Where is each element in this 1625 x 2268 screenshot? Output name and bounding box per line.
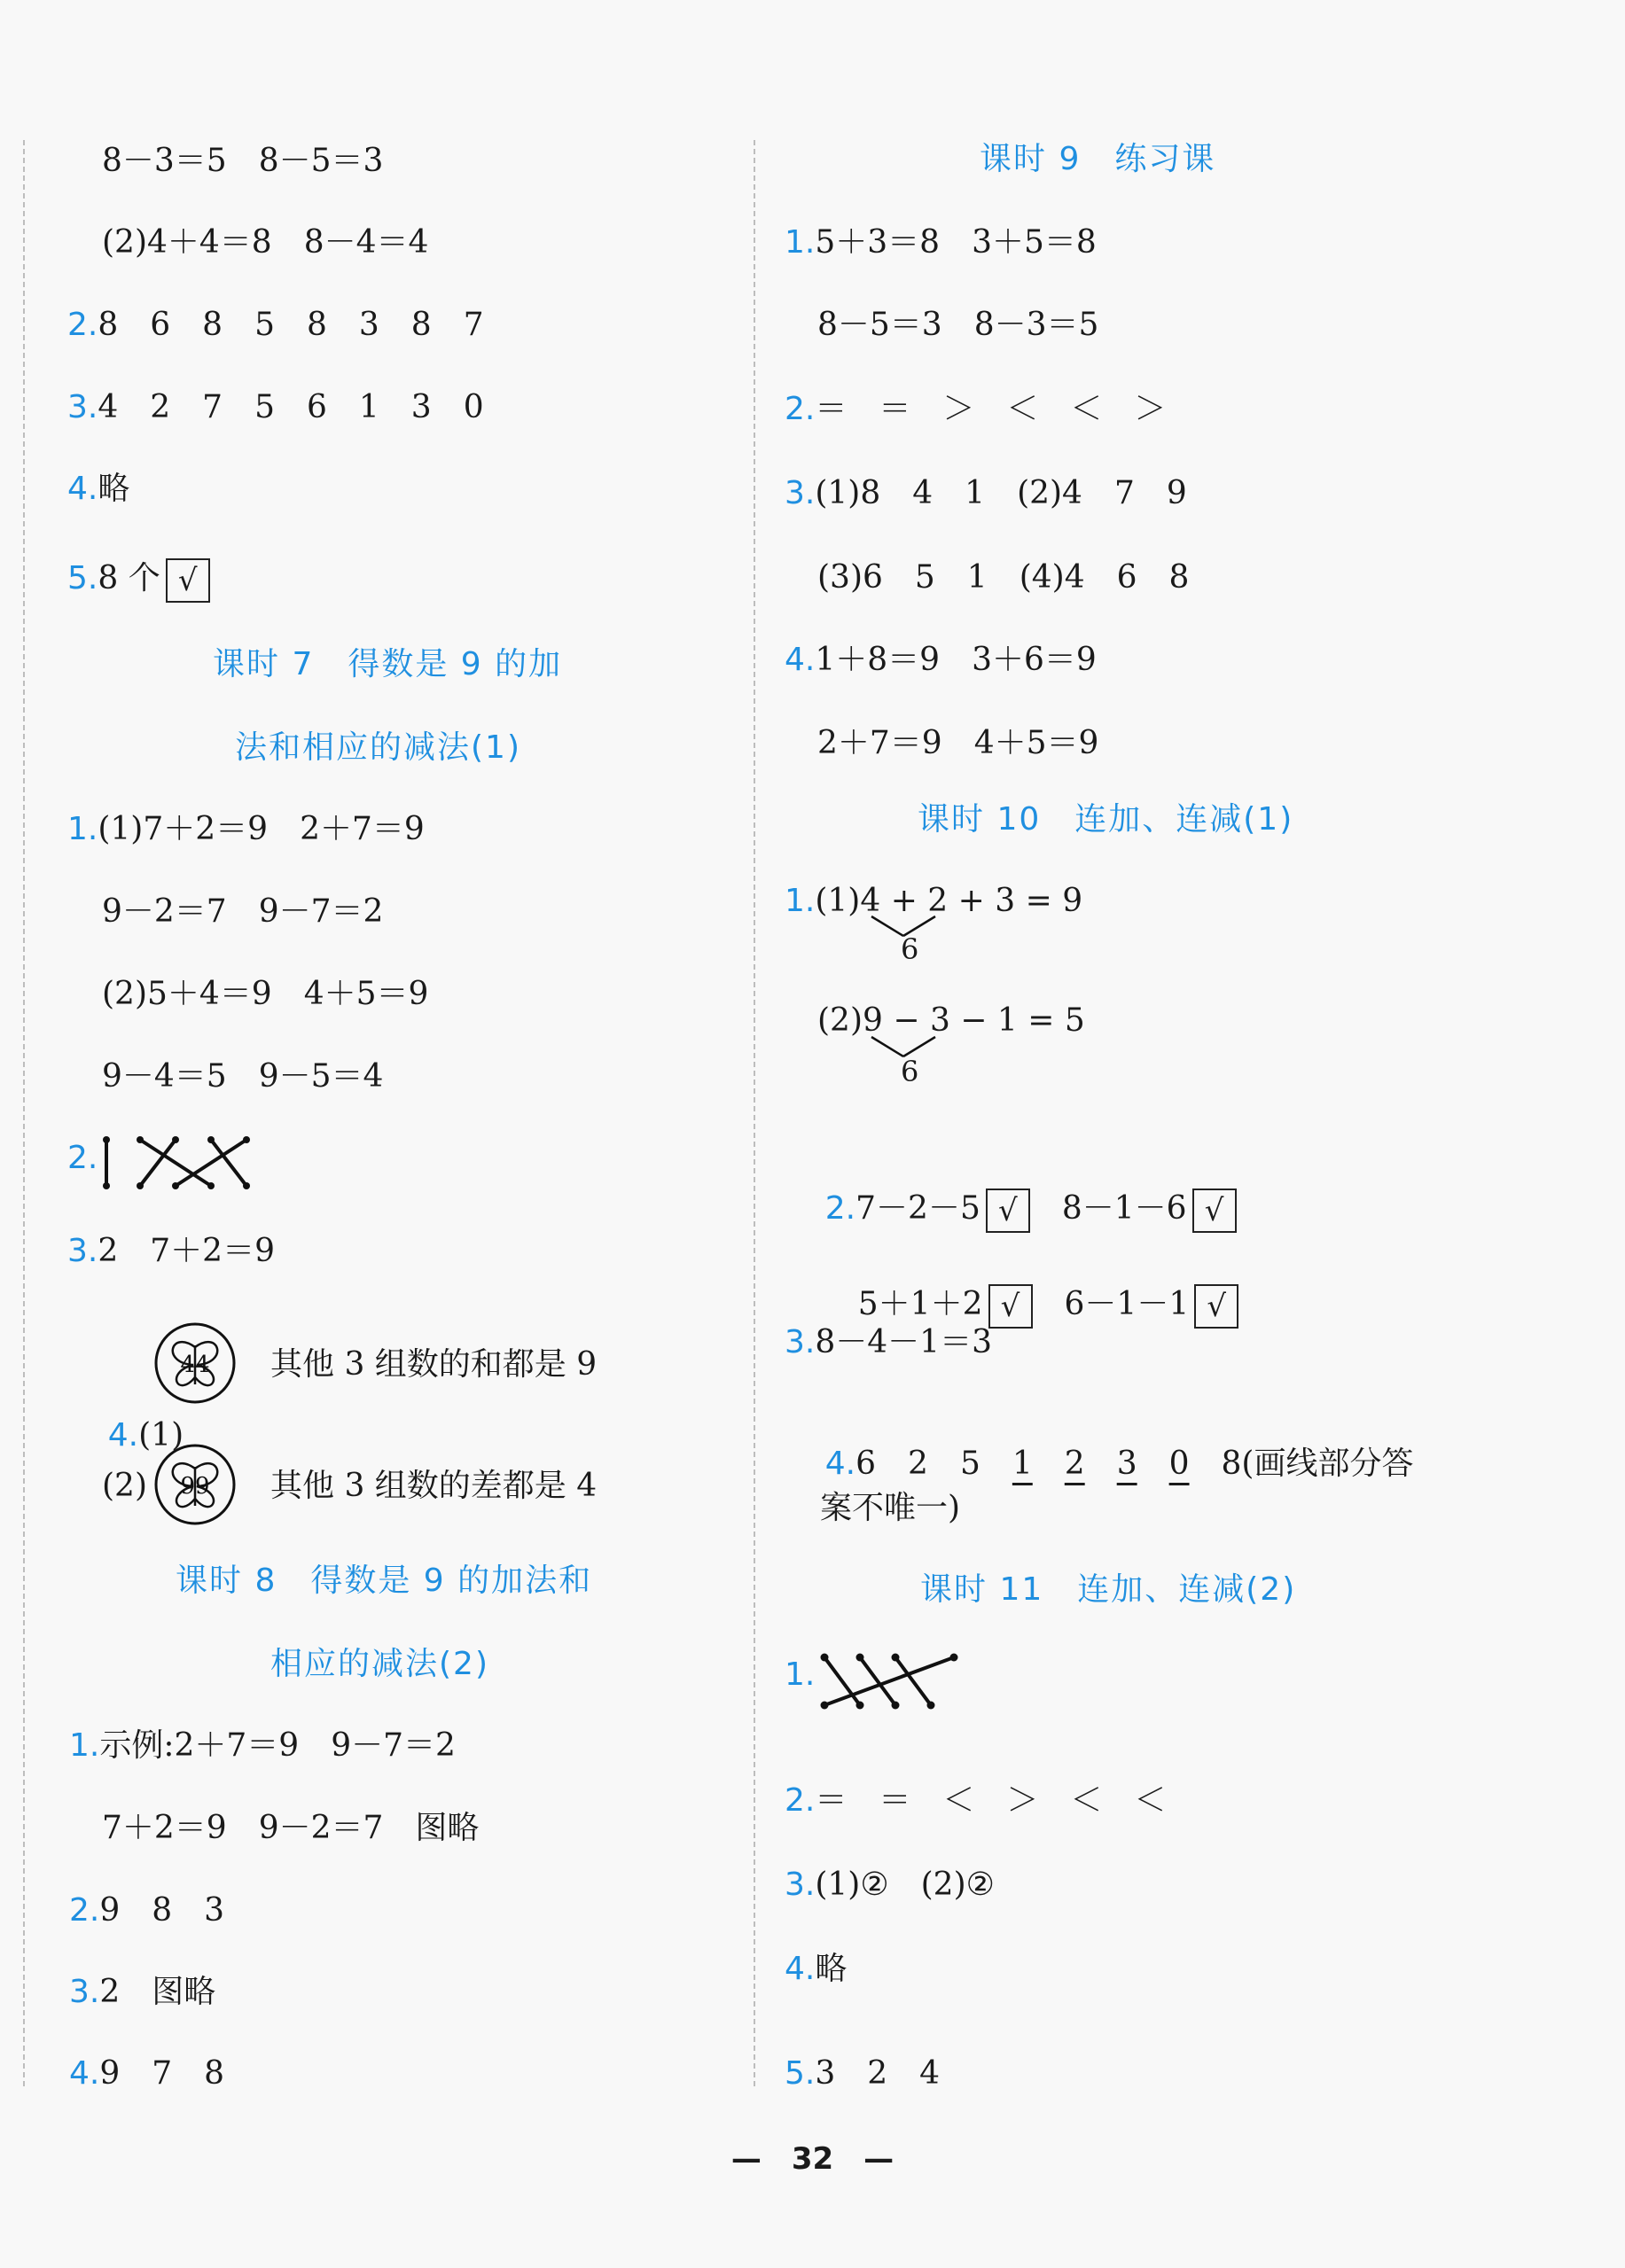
lesson11-q3: 3.(1)② (2)② [785,1867,995,1903]
lesson10-q1b: (2)9 − 3 − 1 = 5 [817,1002,1085,1039]
lesson11-q1: 1. [785,1656,816,1693]
page-number: — 32 — [730,2141,895,2177]
lesson10-q3: 3.8－4－1＝3 [785,1324,992,1360]
lesson9-q2: 2.＝ ＝ ＞ ＜ ＜ ＞ [785,391,1167,427]
lesson10-q2a: 2.7－2－5 √ 8－1－6 √ [785,1134,1237,1184]
lesson-7-heading: 课时 7 得数是 9 的加 [213,646,563,682]
answer-line: 9－2＝7 9－7＝2 [102,893,384,930]
question-2: 2.8 6 8 5 8 3 8 7 [67,307,484,343]
lesson9-q4: 4.1＋8＝9 3＋6＝9 [785,642,1097,678]
lesson-7-heading-cont: 法和相应的减法(1) [235,729,521,766]
lesson10-q1a: 1.(1)4 + 2 + 3 = 9 [785,883,1083,919]
lesson-11-heading: 课时 11 连加、连减(2) [920,1571,1297,1608]
butterfly-figure [152,1321,238,1406]
answer-line: 8－3＝5 8－5＝3 [102,143,384,179]
matching-lines-figure [814,1650,965,1712]
lesson11-q2: 2.＝ ＝ ＜ ＞ ＜ ＜ [785,1782,1167,1819]
check-box: √ [988,1284,1033,1329]
lesson7-q4a-text: 其他 3 组数的和都是 9 [270,1346,598,1383]
check-box: √ [166,558,210,603]
lesson10-q2b: 5＋1＋2 √ 6－1－1 √ [817,1230,1238,1280]
intermediate-result: 6 [901,1055,919,1088]
lesson7-q1: 1.(1)7＋2＝9 2＋7＝9 [67,811,425,847]
lesson8-q4: 4.9 7 8 [69,2055,225,2092]
check-box: √ [986,1189,1030,1233]
answer-line: (2)5＋4＝9 4＋5＝9 [102,976,429,1012]
matching-lines-figure [98,1134,257,1191]
lesson-10-heading: 课时 10 连加、连减(1) [918,801,1294,838]
answer-line: 7＋2＝9 9－2＝7 图略 [102,1810,480,1846]
lesson7-q2: 2. [67,1140,98,1176]
answer-line: 案不唯一) [820,1490,961,1526]
lesson-8-heading: 课时 8 得数是 9 的加法和 [176,1563,593,1599]
question-5: 5.8 个 √ [67,558,210,597]
lesson10-q4: 4.6 2 5 1 2 3 0 8(画线部分答 [824,1446,1414,1482]
lesson11-q4: 4.略 [785,1951,848,1987]
lesson8-q1: 1.示例:2＋7＝9 9－7＝2 [69,1727,456,1764]
check-box: √ [1194,1284,1238,1329]
lesson9-q1: 1.5＋3＝8 3＋5＝8 [785,224,1097,261]
butterfly-text: 44 [180,1352,210,1378]
question-3: 3.4 2 7 5 6 1 3 0 [67,389,484,425]
lesson11-q5: 5.3 2 4 [785,2055,941,2092]
butterfly-text: 99 [180,1473,210,1500]
answer-line: (2)4＋4＝8 8－4＝4 [102,224,429,261]
lesson8-q3: 3.2 图略 [69,1974,216,2010]
answer-line: (3)6 5 1 (4)4 6 8 [817,559,1190,596]
butterfly-figure [152,1442,238,1527]
lesson7-q4b: (2) [102,1468,147,1504]
intermediate-result: 6 [901,932,919,966]
question-4: 4.略 [67,471,130,507]
answer-line: 8－5＝3 8－3＝5 [817,307,1099,343]
answer-line: 2＋7＝9 4＋5＝9 [817,725,1099,761]
answer-line: 9－4＝5 9－5＝4 [102,1058,384,1095]
lesson7-q4a: 4.(1) [107,1417,184,1454]
lesson-9-heading: 课时 9 练习课 [980,141,1216,177]
check-box: √ [1192,1189,1237,1233]
lesson7-q4b-text: 其他 3 组数的差都是 4 [270,1468,598,1504]
lesson9-q3: 3.(1)8 4 1 (2)4 7 9 [785,475,1187,511]
lesson8-q2: 2.9 8 3 [69,1892,225,1929]
lesson-8-heading-cont: 相应的减法(2) [270,1646,489,1682]
column-divider [754,140,755,2086]
left-margin-line [23,140,25,2086]
lesson7-q3: 3.2 7＋2＝9 [67,1233,275,1269]
